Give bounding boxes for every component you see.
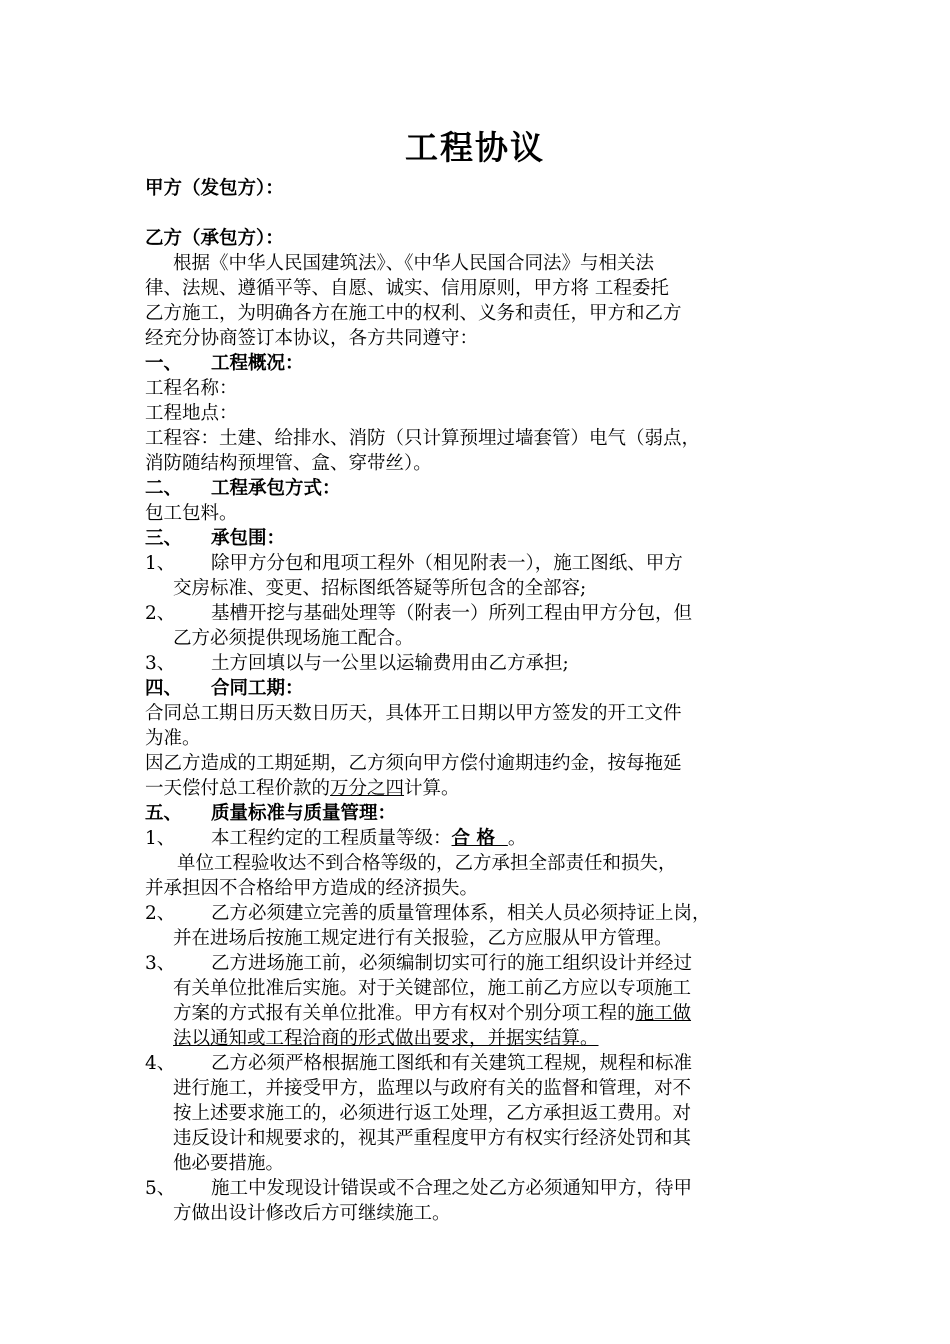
- quality-item-1-line-2: 单位工程验收达不到合格等级的，乙方承担全部责任和损失，: [177, 853, 677, 874]
- party-b-label: 乙方（承包方）：: [145, 228, 284, 249]
- schedule-line-3: 因乙方造成的工期延期，乙方须向甲方偿付逾期违约金，按每拖延: [145, 753, 682, 774]
- section-3-title: 承包围：: [211, 528, 286, 549]
- quality-item-2-line-1: [145, 901, 711, 926]
- scope-item-1-line-1: [145, 551, 683, 576]
- scope-item-3-line-1: [145, 651, 569, 676]
- quality-item-3-underlined-1: 施工做: [635, 1003, 692, 1024]
- scope-item-2-text: 基槽开挖与基础处理等（附表一）所列工程由甲方分包，但: [211, 603, 693, 624]
- penalty-text-pre: 一天偿付总工程价款的: [145, 778, 331, 799]
- section-2-number: 二、: [145, 478, 183, 499]
- quality-level-value: 合 格: [451, 828, 508, 849]
- intro-line-4: 经充分协商签订本协议，各方共同遵守：: [145, 328, 479, 349]
- quality-item-1-line-1: [145, 826, 526, 851]
- section-1-heading: [145, 351, 304, 376]
- section-4-number: 四、: [145, 678, 183, 699]
- section-2-title: 工程承包方式：: [211, 478, 341, 499]
- section-3-heading: [145, 526, 285, 551]
- quality-item-3-line-2: 有关单位批准后实施。对于关键部位，施工前乙方应以专项施工: [173, 978, 692, 999]
- schedule-line-2: 为准。: [145, 728, 201, 749]
- quality-item-3-text: 乙方进场施工前，必须编制切实可行的施工组织设计并经过: [211, 953, 693, 974]
- scope-item-3-number: 3、: [145, 653, 176, 674]
- section-5-title: 质量标准与质量管理：: [211, 803, 397, 824]
- quality-item-5-line-1: [145, 1176, 692, 1201]
- quality-item-2-line-2: 并在进场后按施工规定进行有关报验，乙方应服从甲方管理。: [173, 928, 673, 949]
- quality-item-4-line-2: 进行施工，并接受甲方，监理以与政府有关的监督和管理，对不: [173, 1078, 692, 1099]
- schedule-line-1: 合同总工期日历天数日历天，具体开工日期以甲方签发的开工文件: [145, 703, 682, 724]
- quality-item-4-line-1: [145, 1051, 692, 1076]
- quality-item-4-line-3: 按上述要求施工的，必须进行返工处理，乙方承担返工费用。对: [173, 1103, 692, 1124]
- scope-item-1-number: 1、: [145, 553, 176, 574]
- scope-item-1-text: 除甲方分包和甩项工程外（相见附表一），施工图纸、甲方: [211, 553, 683, 574]
- schedule-penalty-line: [145, 776, 460, 801]
- quality-item-3-line-1: [145, 951, 692, 976]
- project-content-line-1: 工程容：土建、给排水、消防（只计算预埋过墙套管）电气（弱点，: [145, 428, 701, 449]
- quality-item-1-line-3: 并承担因不合格给甲方造成的经济损失。: [145, 878, 479, 899]
- intro-line-2: 律、法规、遵循平等、自愿、诚实、信用原则，甲方将 工程委托: [145, 278, 669, 299]
- quality-item-5-line-2: 方做出设计修改后方可继续施工。: [173, 1203, 451, 1224]
- quality-item-4-text: 乙方必须严格根据施工图纸和有关建筑工程规，规程和标准: [211, 1053, 693, 1074]
- penalty-rate: 万分之四: [330, 778, 405, 799]
- quality-item-3-text-pre: 方案的方式报有关单位批准。甲方有权对个别分项工程的: [173, 1003, 636, 1024]
- quality-item-1-number: 1、: [145, 828, 176, 849]
- section-4-title: 合同工期：: [211, 678, 304, 699]
- scope-item-2-line-1: [145, 601, 692, 626]
- quality-item-4-line-4: 违反设计和规要求的，视其严重程度甲方有权实行经济处罚和其: [173, 1128, 692, 1149]
- quality-item-5-number: 5、: [145, 1178, 176, 1199]
- section-1-number: 一、: [145, 353, 183, 374]
- party-a-label: 甲方（发包方）：: [145, 178, 284, 199]
- intro-line-1: 根据《中华人民国建筑法》、《中华人民国合同法》与相关法: [173, 253, 655, 274]
- quality-level-label: 本工程约定的工程质量等级：: [211, 828, 452, 849]
- scope-item-1-line-2: 交房标准、变更、招标图纸答疑等所包含的全部容;: [173, 578, 587, 599]
- intro-line-3: 乙方施工，为明确各方在施工中的权利、义务和责任，甲方和乙方: [145, 303, 682, 324]
- project-name-line: 工程名称：: [145, 378, 238, 399]
- section-3-number: 三、: [145, 528, 183, 549]
- document-title: 工程协议: [405, 128, 545, 167]
- scope-item-2-number: 2、: [145, 603, 176, 624]
- section-4-heading: [145, 676, 304, 701]
- quality-item-4-number: 4、: [145, 1053, 176, 1074]
- section-5-heading: [145, 801, 396, 826]
- quality-item-3-number: 3、: [145, 953, 176, 974]
- scope-item-3-text: 土方回填以与一公里以运输费用由乙方承担;: [211, 653, 569, 674]
- quality-item-2-number: 2、: [145, 903, 176, 924]
- scope-item-2-line-2: 乙方必须提供现场施工配合。: [173, 628, 414, 649]
- section-5-number: 五、: [145, 803, 183, 824]
- contract-method-line: 包工包料。: [145, 503, 238, 524]
- quality-item-3-line-3: [173, 1001, 691, 1026]
- quality-level-end: 。: [507, 828, 527, 849]
- section-1-title: 工程概况：: [211, 353, 304, 374]
- quality-item-5-text: 施工中发现设计错误或不合理之处乙方必须通知甲方，待甲: [211, 1178, 693, 1199]
- section-2-heading: [145, 476, 341, 501]
- quality-item-2-text: 乙方必须建立完善的质量管理体系，相关人员必须持证上岗，: [211, 903, 711, 924]
- quality-item-3-line-4: 法以通知或工程洽商的形式做出要求，并据实结算。: [173, 1028, 599, 1049]
- project-content-line-2: 消防随结构预埋管、盒、穿带丝）。: [145, 453, 432, 474]
- quality-item-4-line-5: 他必要措施。: [173, 1153, 285, 1174]
- project-location-line: 工程地点：: [145, 403, 238, 424]
- penalty-text-post: 计算。: [404, 778, 460, 799]
